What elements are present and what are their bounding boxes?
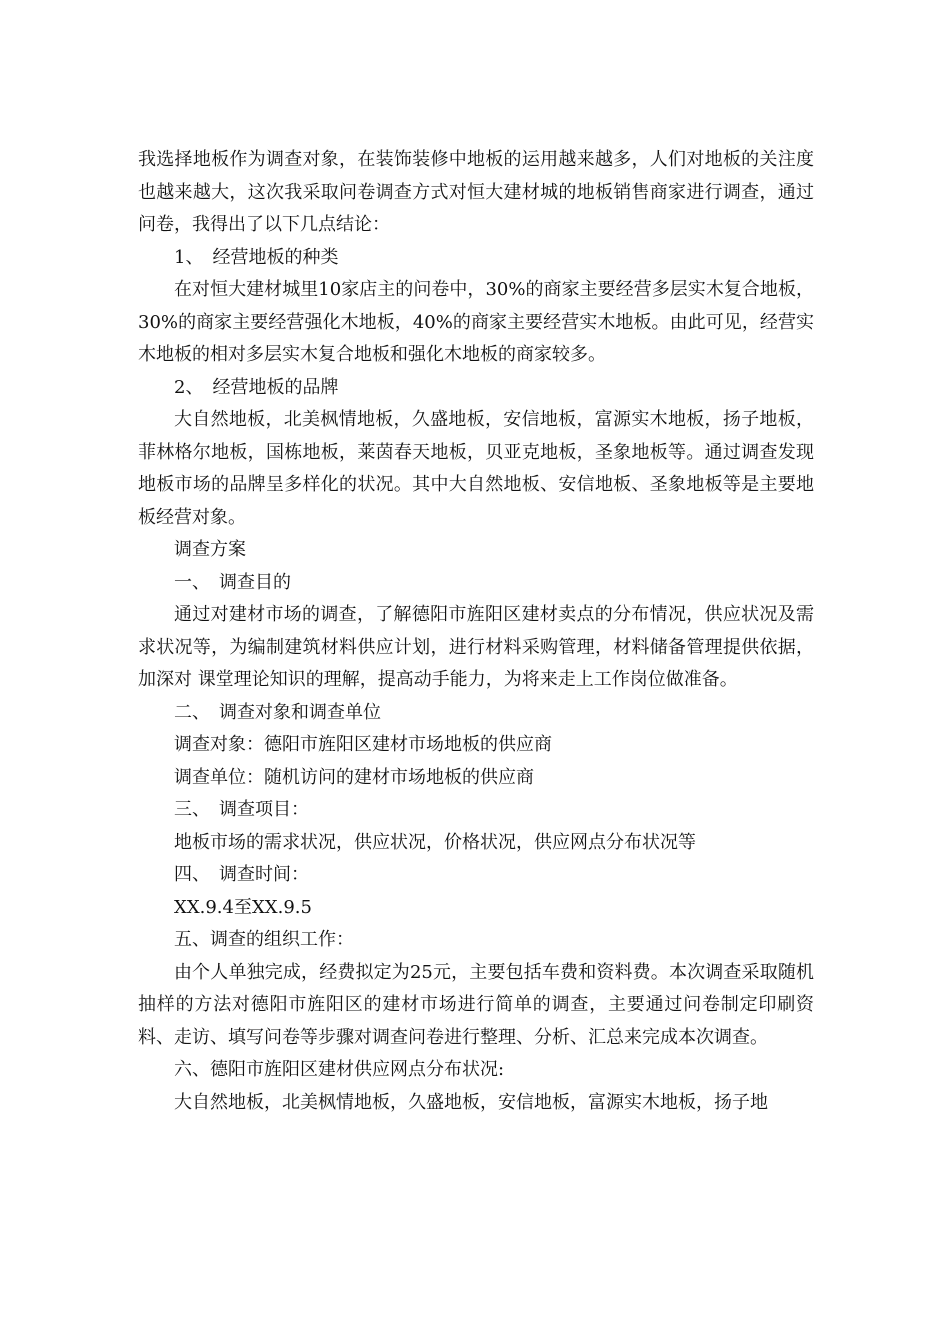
intro-paragraph: 我选择地板作为调查对象，在装饰装修中地板的运用越来越多，人们对地板的关注度也越来越大，这次我采取问卷调查方式对恒大建材城的地板销售商家进行调查，通过问卷，我得出了以下几点结论： xyxy=(138,149,814,235)
distribution-paragraph: 大自然地板，北美枫情地板，久盛地板，安信地板，富源实木地板，扬子地 xyxy=(174,1091,768,1113)
survey-unit-line: 调查单位：随机访问的建材市场地板的供应商 xyxy=(174,766,534,788)
section-heading-distribution: 六、德阳市旌阳区建材供应网点分布状况: xyxy=(174,1059,505,1080)
section-heading-object-unit: 二、 调查对象和调查单位 xyxy=(174,701,381,723)
survey-object-line: 调查对象：德阳市旌阳区建材市场地板的供应商 xyxy=(174,734,552,755)
section-heading-organization: 五、调查的组织工作： xyxy=(174,929,354,950)
organization-paragraph: 由个人单独完成，经费拟定为25元，主要包括车费和资料费。本次调查采取随机抽样的方法对德阳市旌阳区的建材市场进行简单的调查，主要通过问卷制定印刷资料、走访、填写问卷等步骤对调查问卷进行整理、分析、汇总来完成本次调查。 xyxy=(138,961,814,1048)
section-heading-purpose: 一、 调查目的 xyxy=(174,571,291,593)
section-heading-items: 三、 调查项目： xyxy=(174,799,309,820)
survey-plan-heading: 调查方案 xyxy=(174,539,246,560)
document-body xyxy=(138,144,814,1119)
section-heading-floor-types: 1、 经营地板的种类 xyxy=(174,246,339,268)
section-heading-time: 四、 调查时间： xyxy=(174,864,309,885)
survey-time-line: XX.9.4至XX.9.5 xyxy=(174,896,312,918)
floor-brands-paragraph: 大自然地板，北美枫情地板，久盛地板，安信地板，富源实木地板，扬子地板，菲林格尔地板，国栋地板，莱茵春天地板，贝亚克地板，圣象地板等。通过调查发现地板市场的品牌呈多样化的状况。其中大自然地板、安信地板、圣象地板等是主要地板经营对象。 xyxy=(138,409,814,528)
purpose-paragraph: 通过对建材市场的调查，了解德阳市旌阳区建材卖点的分布情况，供应状况及需求状况等，为编制建筑材料供应计划，进行材料采购管理，材料储备管理提供依据，加深对 课堂理论知识的理解，提高动手能力，为将来走上工作岗位做准备。 xyxy=(138,604,814,690)
survey-items-line: 地板市场的需求状况，供应状况，价格状况，供应网点分布状况等 xyxy=(174,831,696,853)
section-heading-floor-brands: 2、 经营地板的品牌 xyxy=(174,376,339,398)
floor-types-paragraph: 在对恒大建材城里10家店主的问卷中，30%的商家主要经营多层实木复合地板，30%的商家主要经营强化木地板，40%的商家主要经营实木地板。由此可见，经营实木地板的相对多层实木复合地板和强化木地板的商家较多。 xyxy=(138,279,814,365)
